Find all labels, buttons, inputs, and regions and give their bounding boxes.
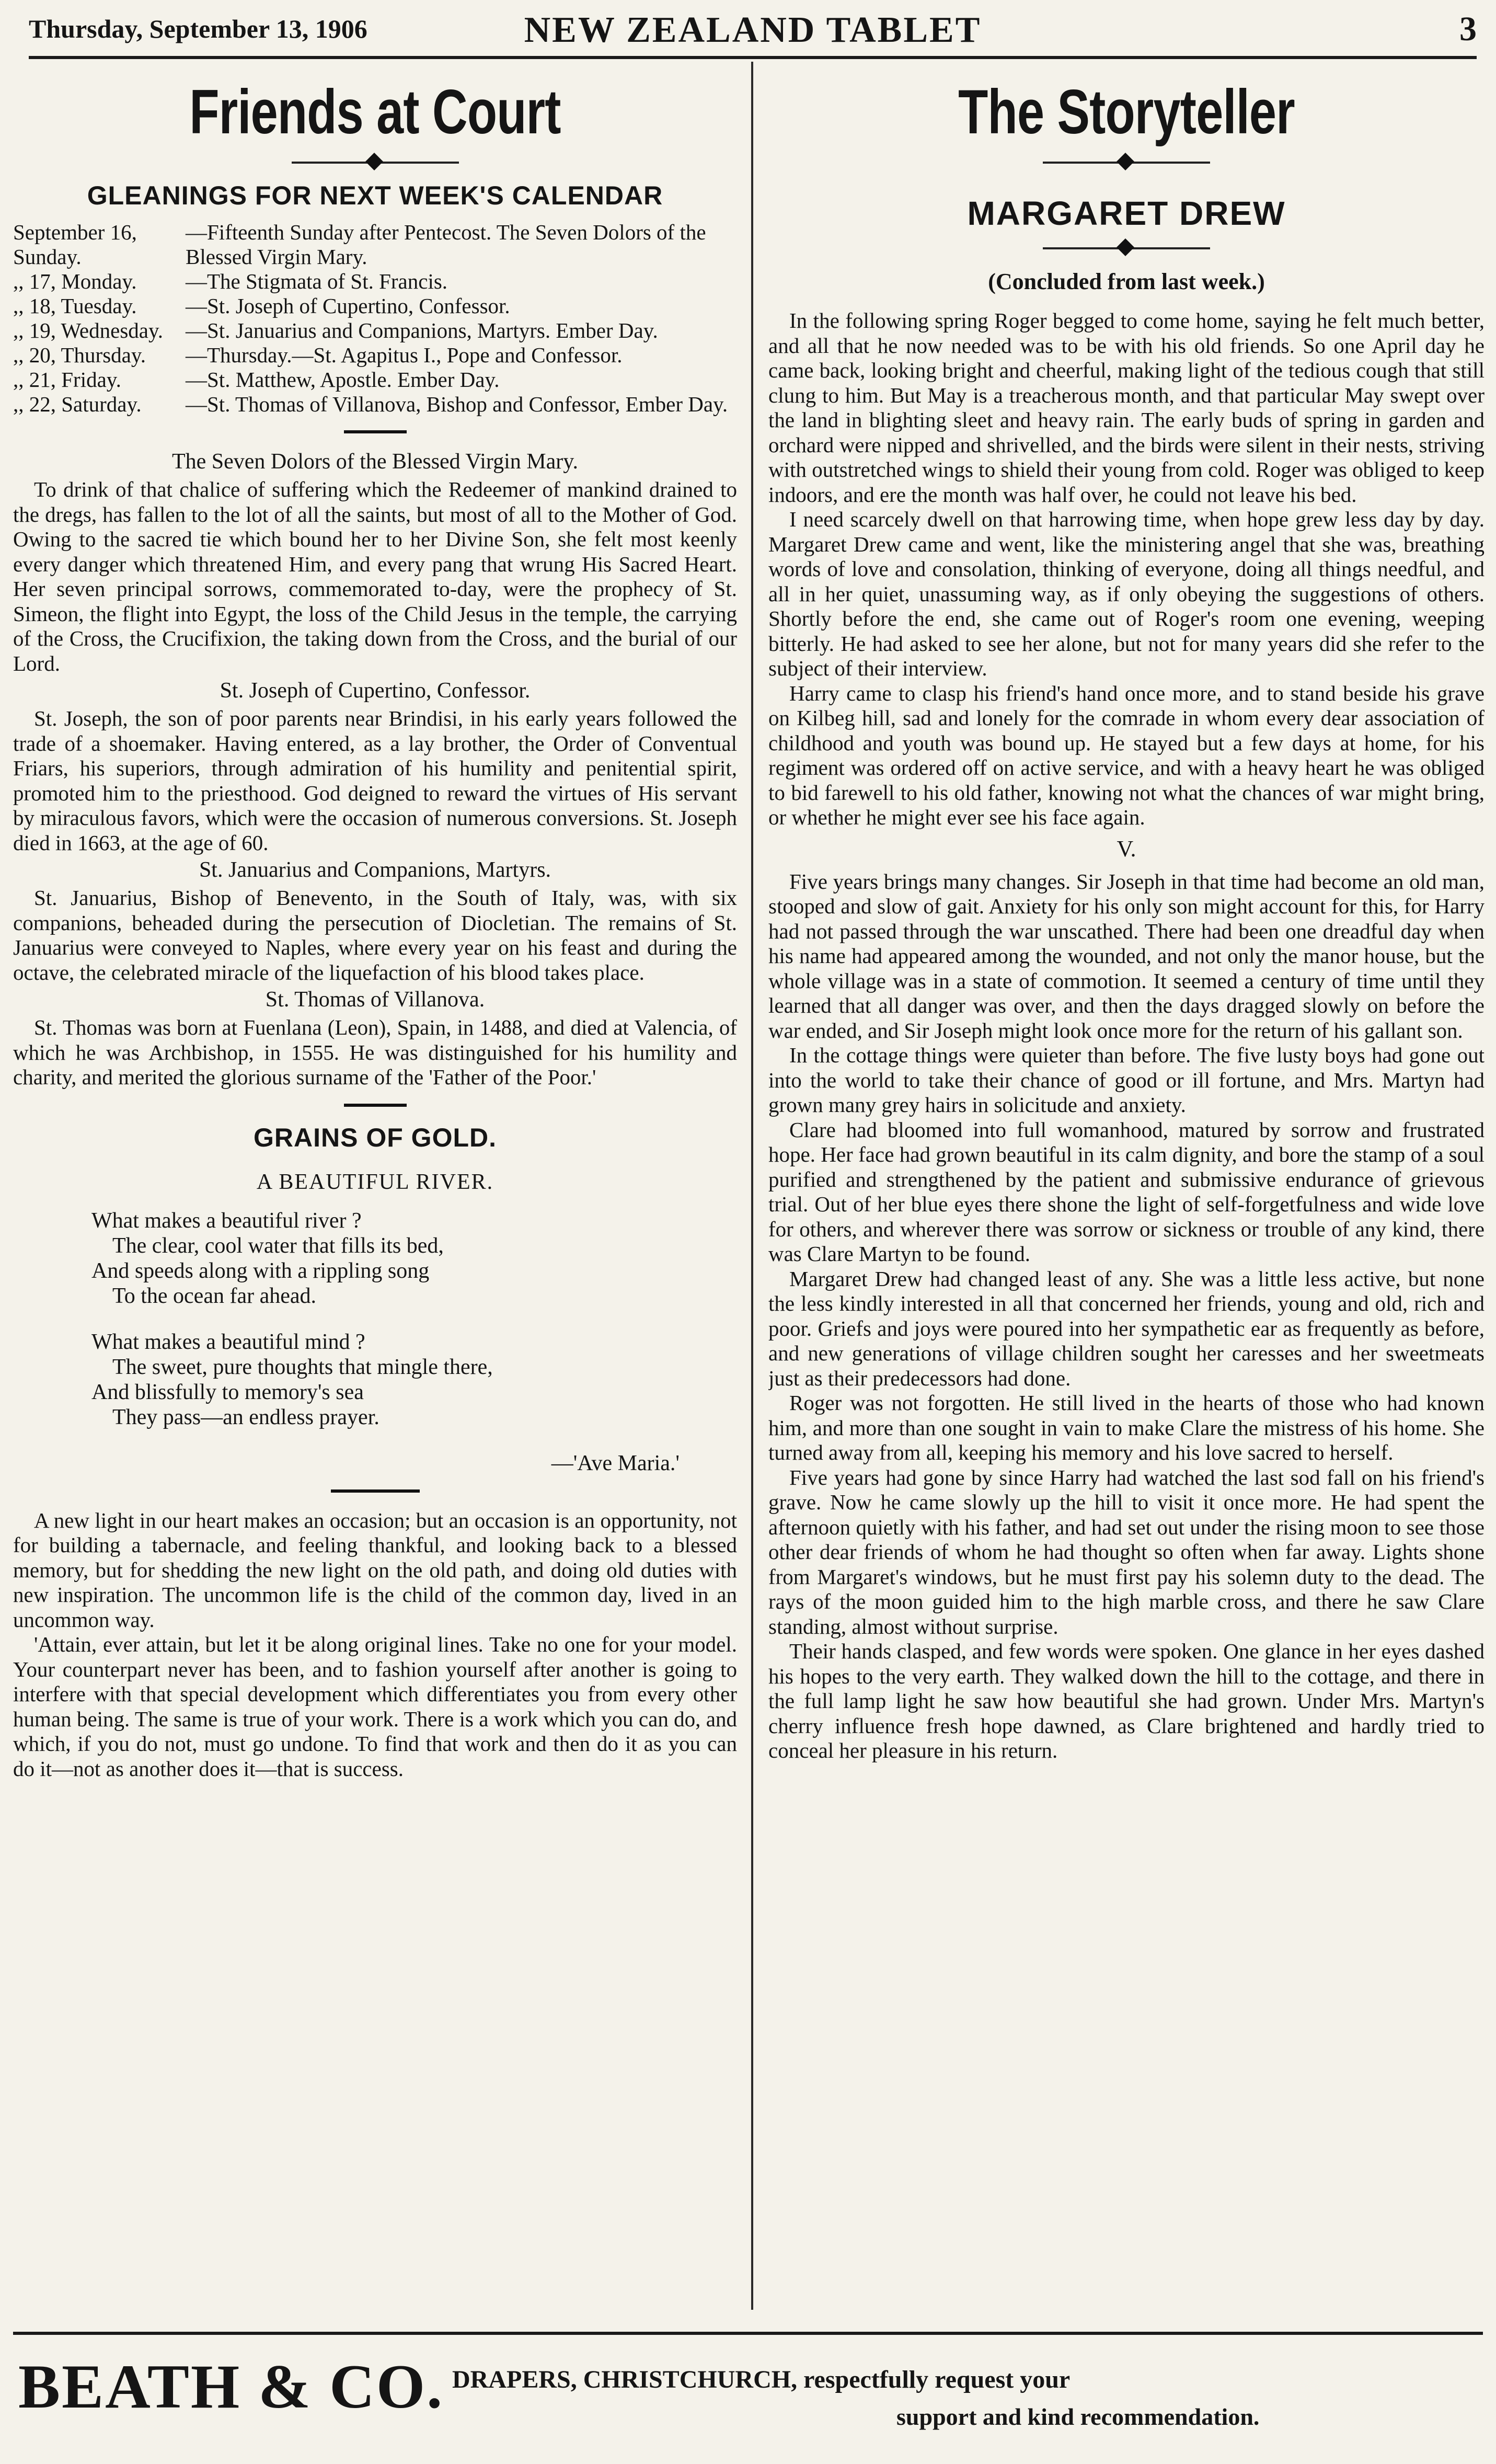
poem-stanza: [91, 1208, 737, 1309]
essay-paragraph: A new light in our heart makes an occasion; but an occasion is an opportunity, not for building a tabernacle, and feeling thankful, and looking back to a blessed memory, but for shedding the new light on the old path, and doing old duties with new inspiration. The uncommon life is the child of the common day, lived in an uncommon way.: [13, 1508, 737, 1632]
story-paragraph: I need scarcely dwell on that harrowing time, when hope grew less day by day. Margaret Drew came and went, like the ministering angel that she was, breathing words of love and consolation, thinking of everyone, doing all things needful, and all in her quiet, unassuming way, as if only obeying the suggestions of others. Shortly before the end, she came out of Roger's room one evening, weeping bitterly. He had asked to see her alone, but not for many years did she refer to the subject of their interview.: [768, 507, 1485, 680]
calendar-day: ,, 21, Friday.: [13, 368, 121, 392]
continuation-note: (Concluded from last week.): [988, 269, 1265, 294]
calendar-heading: GLEANINGS FOR NEXT WEEK'S CALENDAR: [87, 181, 663, 210]
advertisement-line: DRAPERS, CHRISTCHURCH, respectfully request your: [452, 2366, 1071, 2393]
calendar-day: ,, 17, Monday.: [13, 269, 137, 293]
story-paragraph: Five years brings many changes. Sir Joseph in that time had become an old man, stooped and slow of gait. Anxiety for his only son might account for this, for Harry had not passed through the war unscathed. There had been one dreadful day when his name had appeared among the wounded, and not only the manor house, but the whole village was in a state of commotion. It seemed a century of time until they learned that all danger was over, and then the days dragged slowly on before the war ended, and Sir Joseph might look once more for the return of his gallant son.: [768, 869, 1485, 1042]
ornament-divider: [1043, 238, 1210, 259]
section-rule: [344, 1104, 407, 1107]
poem-attribution: —'Ave Maria.': [551, 1451, 680, 1475]
feast-text: St. Januarius, Bishop of Benevento, in the South of Italy, was, with six companions, beheaded during the persecution of Diocletian. The remains of St. Januarius were conveyed to Naples, where every year on his feast and during the octave, the celebrated miracle of the liquefaction of his blood takes place.: [13, 886, 737, 984]
left-column: [13, 65, 737, 2311]
story-title: MARGARET DREW: [967, 194, 1286, 232]
story-paragraph: Roger was not forgotten. He still lived in the hearts of those who had known him, and more than one sought in vain to make Clare the mistress of his home. She turned away from all, keeping his memory and his love sacred to herself.: [768, 1391, 1485, 1464]
feast-text: St. Joseph, the son of poor parents near Brindisi, in his early years followed the trade of a shoemaker. Having entered, as a lay brother, the Order of Conventual Friars, his superiors, through admiration of his humility and penitential spirit, promoted him to the priesthood. God deigned to reward the virtues of His servant by miraculous favors, which were the occasion of numerous conversions. St. Joseph died in 1663, at the age of 60.: [13, 706, 737, 855]
poem-line: They pass—an endless prayer.: [112, 1405, 379, 1429]
calendar-entry: [13, 318, 737, 343]
calendar-entry: [13, 294, 737, 318]
calendar-text: —St. Joseph of Cupertino, Confessor.: [186, 294, 510, 318]
calendar-day: ,, 18, Tuesday.: [13, 294, 137, 318]
story-paragraph: Five years had gone by since Harry had watched the last sod fall on his friend's grave. Now he came slowly up the hill to visit it once more. He had spent the afternoon quietly with his father, and had set out under the rising moon to see those other dear friends of whom he had thought so often when far away. Lights shone from Margaret's windows, but he must first pay his solemn duty to the dead. The rays of the moon guided him to the high marble cross, and there he saw Clare standing, almost without surprise.: [768, 1465, 1485, 1638]
story-paragraph: In the cottage things were quieter than before. The five lusty boys had gone out into the world to take their chance of good or ill fortune, and Mrs. Martyn had grown many grey hairs in solicitude and anxiety.: [768, 1043, 1485, 1117]
poem-line: And blissfully to memory's sea: [91, 1380, 364, 1404]
ornament-divider: [1043, 152, 1210, 173]
calendar-list: [13, 220, 737, 417]
newspaper-title: NEW ZEALAND TABLET: [524, 10, 982, 50]
poem: [91, 1208, 737, 1430]
calendar-text: —St. Januarius and Companions, Martyrs. Ember Day.: [186, 318, 658, 342]
poem-stanza: [91, 1330, 737, 1430]
feast-title: St. Januarius and Companions, Martyrs.: [199, 858, 551, 882]
advertisement-banner: [13, 2332, 1483, 2450]
feast-title: The Seven Dolors of the Blessed Virgin Mary.: [171, 450, 579, 474]
story-paragraph: In the following spring Roger begged to come home, saying he felt much better, and all that he now needed was to be with his old friends. So one April day he came back, looking bright and cheerful, making light of the tedious cough that still clung to him. But May is a treacherous month, and that particular May swept over the land in blighting sleet and heavy rain. The early buds of spring in garden and orchard were nipped and shrivelled, and the birds were silent in their nests, striving with outstretched wings to shield their young from cold. Roger was obliged to keep indoors, and ere the month was half over, he could not leave his bed.: [768, 308, 1485, 507]
section-rule: [331, 1489, 420, 1493]
calendar-text: —Thursday.—St. Agapitus I., Pope and Confessor.: [186, 343, 623, 367]
calendar-text: —St. Matthew, Apostle. Ember Day.: [186, 368, 500, 392]
calendar-day: September 16, Sunday.: [13, 220, 137, 269]
calendar-text: —St. Thomas of Villanova, Bishop and Confessor, Ember Day.: [186, 392, 728, 416]
advertiser-name: BEATH & CO.: [18, 2352, 444, 2421]
calendar-entry: [13, 220, 737, 269]
poem-line: What makes a beautiful mind ?: [91, 1330, 365, 1354]
poem-line: And speeds along with a rippling song: [91, 1258, 430, 1283]
story-paragraph: Clare had bloomed into full womanhood, matured by sorrow and frustrated hope. Her face had grown beautiful in its calm dignity, and bore the stamp of a soul purified and strengthened by the patient and submissive endurance of grievous trial. Out of her blue eyes there shone the light of self-forgetfulness and wide love for others, and wherever there was sorrow or sickness or trouble of any kind, there was Clare Martyn to be found.: [768, 1117, 1485, 1266]
feast-title: St. Thomas of Villanova.: [265, 988, 485, 1012]
calendar-entry: [13, 343, 737, 368]
advertisement-line: support and kind recommendation.: [896, 2403, 1260, 2430]
essay-paragraph: 'Attain, ever attain, but let it be along original lines. Take no one for your model. Your counterpart never has been, and to fashion yourself after another is going to interfere with that special development which differentiates you from every other human being. The same is true of your work. There is a work which you can do, and which, if you do not, must go undone. To find that work and then do it as you can do it—not as another does it—that is success.: [13, 1632, 737, 1781]
ornament-divider: [292, 152, 459, 173]
column-divider: [751, 62, 753, 2310]
feast-text: To drink of that chalice of suffering which the Redeemer of mankind drained to the dregs, has fallen to the lot of all the saints, but most of all to the Mother of God. Owing to the sacred tie which bound her to her Divine Son, she felt most keenly every danger which threatened Him, and every pang that wrung His Sacred Heart. Her seven principal sorrows, commemorated to-day, were the prophecy of St. Simeon, the flight into Egypt, the loss of the Child Jesus in the temple, the carrying of the Cross, the Crucifixion, the taking down from the Cross, and the burial of our Lord.: [13, 477, 737, 675]
poem-line: The sweet, pure thoughts that mingle there,: [112, 1355, 493, 1379]
right-column: [768, 65, 1485, 2311]
calendar-entry: [13, 269, 737, 294]
poem-line: What makes a beautiful river ?: [91, 1208, 362, 1233]
friends-at-court-title: Friends at Court: [189, 77, 561, 147]
calendar-text: —The Stigmata of St. Francis.: [186, 269, 448, 293]
calendar-day: ,, 20, Thursday.: [13, 343, 146, 367]
feast-text: St. Thomas was born at Fuenlana (Leon), Spain, in 1488, and died at Valencia, of which he was Archbishop, in 1555. He was distinguished for his humility and charity, and merited the glorious surname of the 'Father of the Poor.': [13, 1015, 737, 1089]
chapter-number: V.: [1117, 835, 1136, 862]
calendar-entry: [13, 392, 737, 417]
issue-date: Thursday, September 13, 1906: [29, 14, 367, 43]
calendar-entry: [13, 368, 737, 392]
masthead: [29, 6, 1477, 59]
grains-of-gold-heading: GRAINS OF GOLD.: [254, 1122, 497, 1152]
calendar-text: —Fifteenth Sunday after Pentecost. The Seven Dolors of the Blessed Virgin Mary.: [186, 220, 706, 269]
poem-line: To the ocean far ahead.: [112, 1283, 316, 1308]
calendar-day: ,, 19, Wednesday.: [13, 318, 164, 342]
story-paragraph: Margaret Drew had changed least of any. She was a little less active, but none the less kindly interested in all that concerned her friends, young and old, rich and poor. Griefs and joys were poured into her sympathetic ear as frequently as before, and new generations of village children sought her caresses and her sweetmeats just as their predecessors had done.: [768, 1266, 1485, 1390]
story-paragraph: Their hands clasped, and few words were spoken. One glance in her eyes dashed his hopes to the very earth. They walked down the hill to the cottage, and there in the full lamp light he saw how beautiful she had grown. Under Mrs. Martyn's cherry influence fresh hope dawned, as Clare brightened and hardly tried to conceal her pleasure in his return.: [768, 1639, 1485, 1762]
section-rule: [344, 430, 407, 433]
feast-title: St. Joseph of Cupertino, Confessor.: [220, 679, 531, 703]
poem-line: The clear, cool water that fills its bed,: [112, 1233, 444, 1258]
page-number: 3: [1459, 10, 1477, 48]
poem-title: A BEAUTIFUL RIVER.: [256, 1170, 494, 1194]
storyteller-title: The Storyteller: [958, 77, 1295, 147]
calendar-day: ,, 22, Saturday.: [13, 392, 142, 416]
story-paragraph: Harry came to clasp his friend's hand once more, and to stand beside his grave on Kilbeg hill, sad and lonely for the comrade in whom every dear association of childhood and youth was bound up. He stayed but a few days at home, for his regiment was ordered off on active service, and with a heavy heart he was obliged to bid farewell to his old father, knowing not what the chances of war might bring, or whether he might ever see his face again.: [768, 681, 1485, 829]
